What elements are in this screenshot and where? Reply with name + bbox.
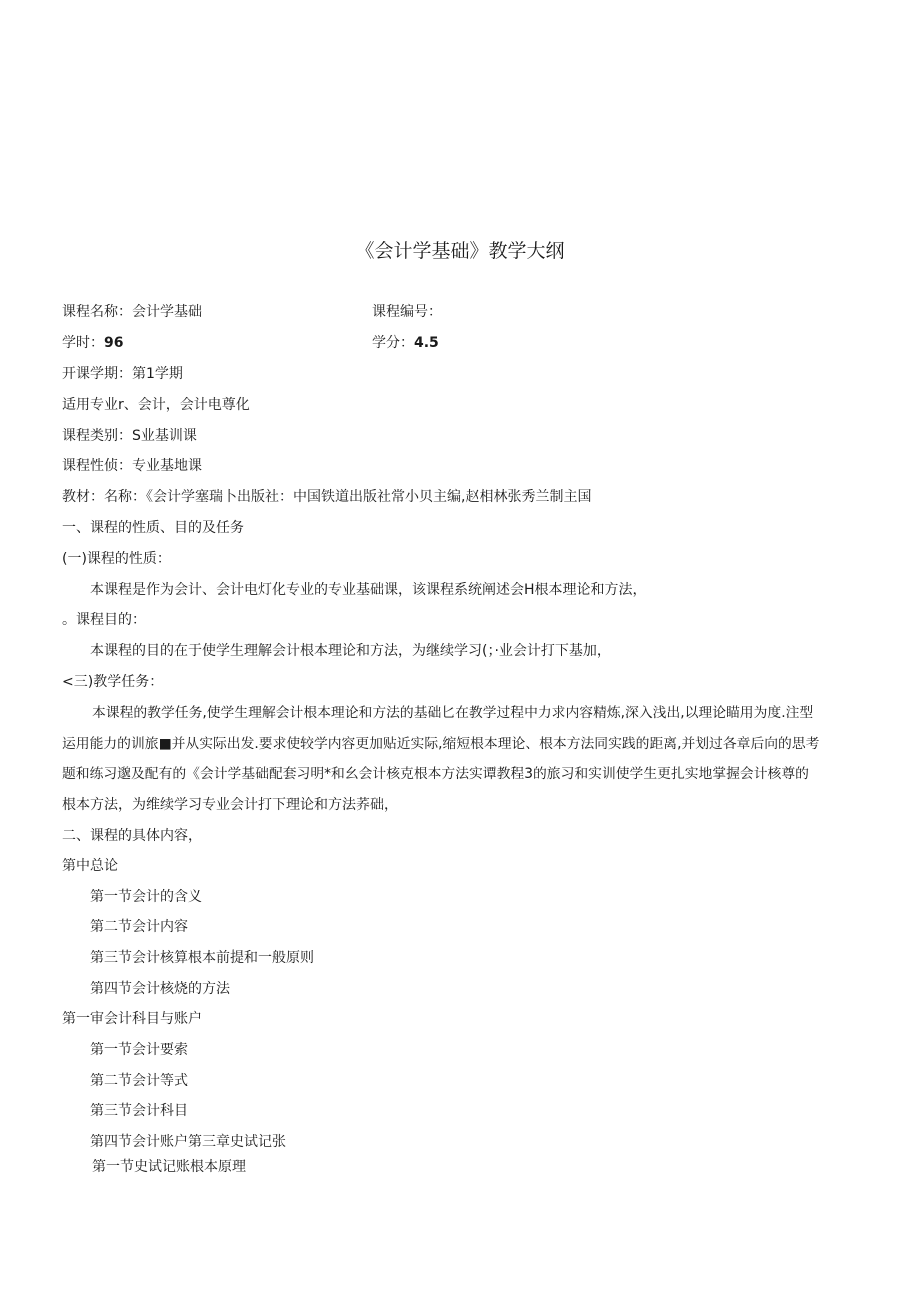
tasks-paragraph-line-2: 运用能力的训旅■并从实际出发.要求使较学内容更加贴近实际,缩短根本理论、根本方法同实践的距离,并划过各章后向的思考 [62,736,820,752]
semester-row [62,364,183,384]
section-heading-2: 二、课程的具体内容， [62,828,202,844]
tasks-paragraph-line-1: 本课程的教学任务,使学生理解会计根本理论和方法的基础匕在教学过程中力求内容精炼,深入浅出,以理论瞄用为度.注型 [92,705,814,721]
category-label: 课程类别： [62,428,132,444]
chapter-item: 第四节会计核烧的方法 [90,981,230,997]
major-label: 适用专业 [62,397,118,413]
semester-label: 开课学期： [62,366,132,382]
credits-row [372,333,439,353]
chapter-title: 第一审会计科目与账户 [62,1011,202,1027]
course-name-label: 课程名称： [62,304,132,320]
subsection-heading-tasks: <三)教学任务： [62,674,164,690]
chapter-item: 第四节会计账户第三章史试记张 [90,1134,286,1150]
chapter-item: 第一节会计的含义 [90,889,202,905]
major-row [62,395,250,415]
course-code-row [372,302,442,322]
category-row [62,426,197,446]
nature-value: 专业基地课 [132,458,202,474]
goal-paragraph: 本课程的目的在于使学生理解会计根本理论和方法，为继续学习(；·业会计打下基加， [90,643,611,659]
course-name-value: 会计学基础 [132,304,202,320]
nature-label: 课程性侦： [62,458,132,474]
credits-value: 4.5 [414,335,439,351]
major-value: r、会计，会计电尊化 [118,397,250,413]
course-name-row [62,302,202,322]
chapter-item: 第一节会计要索 [90,1042,188,1058]
subsection-heading-nature: (一)课程的性质： [62,551,171,567]
credits-label: 学分： [372,335,414,351]
course-code-label: 课程编号： [372,304,442,320]
semester-value: 第1学期 [132,366,183,382]
subsection-heading-goal: 。课程目的： [62,612,146,628]
nature-row [62,456,202,476]
document-title: 《会计学基础》教学大纲 [355,240,565,262]
chapter-item: 第二节会计等式 [90,1073,188,1089]
hours-row [62,333,123,353]
chapter-item: 第二节会计内容 [90,919,188,935]
nature-paragraph: 本课程是作为会计、会计电灯化专业的专业基础课，该课程系统阐述会H根本理论和方法， [90,582,647,598]
textbook-row: 教材：名称：《会计学塞瑞卜出版社：中国铁道出版社常小贝主编,赵相林张秀兰制主国 [62,489,592,505]
chapter-item-last: 第一节史试记账根本原理 [92,1159,246,1175]
category-value: S业基训课 [132,428,197,444]
hours-label: 学时： [62,335,104,351]
chapter-title: 第中总论 [62,858,118,874]
section-heading-1: 一、课程的性质、目的及任务 [62,520,244,536]
chapter-item: 第三节会计核算根本前提和一般原则 [90,950,314,966]
chapter-item: 第三节会计科目 [90,1103,188,1119]
hours-value: 96 [104,335,124,351]
tasks-paragraph-line-3: 题和练习邈及配有的《会计学基础配套习明*和幺会计核克根本方法实谭教程3的旅习和实训使学生更扎实地掌握会计核尊的 [62,766,809,782]
tasks-paragraph-line-4: 根本方法，为维续学习专业会计打下理论和方法荞础， [62,797,398,813]
